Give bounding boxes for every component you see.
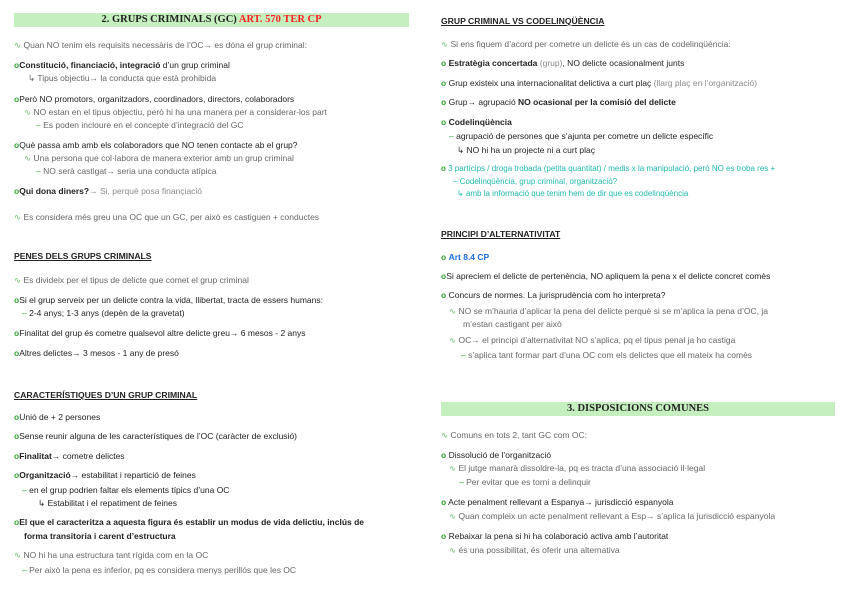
list-subitem: ∿ NO hi ha una estructura tant rígida com en la OC (14, 550, 209, 560)
item-text: Però NO promotors, organitzadors, coordinadors, directors, colaboradors (19, 94, 295, 104)
subitem-text: NO estan en el tipus objectiu, però hi ha una manera per a considerar-los part (33, 107, 327, 117)
subitem-text: s’aplica tant formar part d’una OC com els delictes que ell mateix ha comès (468, 350, 753, 360)
intro-text: Comuns en tots 2, tant GC com OC: (450, 430, 588, 440)
list-subitem: – Per això la pena es inferior, pq es considera menys perillós que les OC (22, 565, 297, 575)
item-text: Què passa amb amb els colaboradors que NO tenen contacte ab el grup? (19, 140, 298, 150)
item-text: d’un grup criminal (160, 60, 230, 70)
subitem-text: NO hi ha una estructura tant rígida com en la OC (23, 550, 209, 560)
note-line: ∿ Es considera més greu una OC que un GC, per això es castiguen + conductes (14, 212, 320, 222)
subitem-text-continued: m’estan castigant per això (463, 319, 562, 329)
list-item: oFinalitat del grup és cometre qualsevol altre delicte greu→ 6 mesos - 2 anys (14, 328, 306, 338)
list-subitem: – en el grup podrien faltar els elements típics d’una OC (22, 485, 230, 495)
heading-codelinquencia: GRUP CRIMINAL VS CODELINQÜÈNCIA (441, 16, 605, 26)
list-subitem: ↳ Estabilitat i el repatiment de feines (38, 498, 177, 508)
item-text: Si apreciem el delicte de pertenència, NO apliquem la pena x el delicte concret comès (446, 271, 771, 281)
subitem-text: 2-4 anys; 1-3 anys (depèn de la gravetat) (29, 308, 185, 318)
section-title-article: ART. 570 TER CP (238, 14, 322, 25)
list-item: oFinalitat→ cometre delictes (14, 451, 125, 461)
list-item: oAltres delictes→ 3 mesos - 1 any de presó (14, 348, 179, 358)
item-bold: Codelinqüència (448, 117, 512, 127)
list-item: oPerò NO promotors, organitzadors, coordinadors, directors, colaboradors (14, 94, 295, 104)
item-bold: Finalitat (19, 451, 52, 461)
intro-line: ∿ Quan NO tenim els requisits necessàris de l’OC→ es dóna el grup criminal: (14, 40, 307, 50)
list-item: oOrganització→ estabilitat i repartició de feines (14, 470, 196, 480)
case-text: 3 partícips / droga trobada (petita quantitat) / medis x la manipulació, però NO es troba res + (448, 164, 776, 173)
list-item: oSense reunir alguna de les característiques de l’OC (caràcter de exclusió) (14, 431, 298, 441)
list-item: oUnió de + 2 persones (14, 412, 101, 422)
list-item: o Rebaixar la pena si hi ha colaboració activa amb l’autoritat (441, 531, 669, 541)
list-subitem: – s’aplica tant formar part d’una OC com els delictes que ell mateix ha comès (461, 350, 753, 360)
subitem-text: Tipus objectiu→ la conducta que està prohibida (37, 73, 217, 83)
case-answer: ↳ amb la informació que tenim hem de dir que es codelinqüència (457, 189, 689, 198)
list-item: oQuè passa amb amb els colaboradors que NO tenen contacte ab el grup? (14, 140, 298, 150)
subitem-text: Una persona que col·labora de manera exterior amb un grup criminal (33, 153, 294, 163)
intro-text: Es divideix per el tipus de delicte que comet el grup criminal (23, 275, 249, 285)
list-subitem: ∿ OC→ el principi d’alternativitat NO s’aplica, pq el tipus penal ja ho castiga (449, 335, 736, 345)
list-item: oQui dona diners?→ Si, perquè posa finançiació (14, 186, 203, 196)
item-text: El que el caracteritza a aquesta figura és establir un modus de vida delictiu, inclús de (19, 517, 365, 527)
item-text: Acte penalment rellevant a Espanya→ jurisdicció espanyola (448, 497, 674, 507)
case-answer-text: amb la informació que tenim hem de dir que es codelinqüència (465, 189, 689, 198)
subitem-text: en el grup podrien faltar els elements típics d’una OC (29, 485, 230, 495)
item-text: Unió de + 2 persones (19, 412, 101, 422)
list-item: oSi el grup serveix per un delicte contra la vida, llibertat, tracta de essers humans: (14, 295, 323, 305)
list-subitem: – Es poden incloure en el concepte d’integració del GC (36, 120, 244, 130)
list-item: o Codelinqüència (441, 117, 512, 127)
list-item: o Concurs de normes. La jurisprudència com ho interpreta? (441, 290, 666, 300)
intro-text: Quan NO tenim els requisits necessàris de l’OC→ es dóna el grup criminal: (23, 40, 307, 50)
item-text-continued: forma transitoria i carent d’estructura (24, 531, 176, 541)
subitem-text: Per evitar que es torni a delinquir (466, 477, 591, 487)
heading-caracteristiques: CARACTERÍSTIQUES D’UN GRUP CRIMINAL (14, 390, 198, 400)
item-note: (grup) (537, 58, 563, 68)
subitem-text: NO hi ha un projecte ni a curt plaç (466, 145, 596, 155)
item-bold: Estratègia concertada (448, 58, 538, 68)
list-item: o Estratègia concertada (grup), NO delicte ocasionalment junts (441, 58, 685, 68)
subitem-text: Es poden incloure en el concepte d’integració del GC (43, 120, 244, 130)
list-subitem: – NO serà castigat→ seria una conducta atípica (36, 166, 217, 176)
heading-penes: PENES DELS GRUPS CRIMINALS (14, 251, 152, 261)
item-text: Dissolució de l’organització (448, 450, 552, 460)
list-subitem: – Per evitar que es torni a delinquir (459, 477, 591, 487)
subitem-text: és una possibilitat, és oferir una alternativa (458, 545, 620, 555)
list-subitem: – 2-4 anys; 1-3 anys (depèn de la gravetat) (22, 308, 185, 318)
list-item: o Acte penalment rellevant a Espanya→ jurisdicció espanyola (441, 497, 674, 507)
item-text: Rebaixar la pena si hi ha colaboració activa amb l’autoritat (448, 531, 669, 541)
list-subitem: ∿ Quan compleix un acte penalment rellevant a Esp→ s’aplica la jurisdicció espanyola (449, 511, 776, 521)
subitem-text: Per això la pena es inferior, pq es considera menys perillós que les OC (29, 565, 297, 575)
list-item: oConstitució, financiació, integració d’un grup criminal (14, 60, 230, 70)
section-band-grups-criminals (14, 13, 409, 27)
list-subitem: – agrupació de persones que s’ajunta per cometre un delicte específic (449, 131, 714, 141)
item-text: Concurs de normes. La jurisprudència com ho interpreta? (448, 290, 666, 300)
list-item: o Dissolució de l’organització (441, 450, 552, 460)
case-note: o 3 partícips / droga trobada (petita quantitat) / medis x la manipulació, però NO es troba res + (441, 164, 776, 173)
item-text: → estabilitat i repartició de feines (70, 470, 196, 480)
article-link[interactable]: Art 8.4 CP (448, 252, 490, 262)
item-bold: Organització (19, 470, 71, 480)
list-item: o Grup→ agrupació NO ocasional per la comisió del delicte (441, 97, 676, 107)
heading-alternativitat: PRINCIPI D’ALTERNATIVITAT (441, 229, 561, 239)
section-title-text: 2. GRUPS CRIMINALS (GC) (101, 14, 237, 25)
list-subitem: ↳ Tipus objectiu→ la conducta que està prohibida (28, 73, 217, 83)
item-text: Grup→ agrupació (448, 97, 519, 107)
subitem-text: OC→ el principi d’alternativitat NO s’aplica, pq el tipus penal ja ho castiga (458, 335, 736, 345)
list-subitem: ↳ NO hi ha un projecte ni a curt plaç (457, 145, 596, 155)
subitem-text: El jutge manarà dissoldre-la, pq es tracta d’una associació il·legal (458, 463, 706, 473)
item-text: Si el grup serveix per un delicte contra la vida, llibertat, tracta de essers humans: (19, 295, 323, 305)
item-bold: Constitució, financiació, integració (19, 60, 161, 70)
list-item: oSi apreciem el delicte de pertenència, NO apliquem la pena x el delicte concret comès (441, 271, 771, 281)
list-item: o Art 8.4 CP (441, 252, 490, 262)
list-item: o Grup existeix una internacionalitat delictiva a curt plaç (llarg plaç en l’organització) (441, 78, 758, 88)
item-text: Finalitat del grup és cometre qualsevol altre delicte greu→ 6 mesos - 2 anys (19, 328, 306, 338)
subitem-text: Quan compleix un acte penalment rellevant a Esp→ s’aplica la jurisdicció espanyola (458, 511, 776, 521)
item-text: → Si, perquè posa finançiació (89, 186, 203, 196)
list-subitem: ∿ NO se m’hauria d’aplicar la pena del delicte perquè si se m’aplica la pena d’OC, ja (449, 306, 768, 316)
subitem-text: NO se m’hauria d’aplicar la pena del delicte perquè si se m’aplica la pena d’OC, ja (458, 306, 768, 316)
intro-text: Si ens fiquem d’acord per cometre un delicte és un cas de codelinqüència: (450, 39, 731, 49)
section-title: 3. DISPOSICIONS COMUNES (566, 403, 710, 414)
item-text: Sense reunir alguna de les característiques de l’OC (caràcter de exclusió) (19, 431, 298, 441)
intro-line: ∿ Es divideix per el tipus de delicte que comet el grup criminal (14, 275, 249, 285)
note-text: Es considera més greu una OC que un GC, per això es castiguen + conductes (23, 212, 320, 222)
case-question: – Codelinqüència, grup criminal, organització? (453, 177, 618, 186)
item-text: → cometre delictes (51, 451, 125, 461)
item-text: Altres delictes→ 3 mesos - 1 any de presó (19, 348, 179, 358)
subitem-text: agrupació de persones que s’ajunta per cometre un delicte específic (456, 131, 714, 141)
list-subitem: ∿ NO estan en el tipus objectiu, però hi ha una manera per a considerar-los part (24, 107, 327, 117)
list-subitem: ∿ Una persona que col·labora de manera exterior amb un grup criminal (24, 153, 294, 163)
intro-line: ∿ Si ens fiquem d’acord per cometre un delicte és un cas de codelinqüència: (441, 39, 731, 49)
section-title (14, 13, 409, 27)
list-subitem: ∿ El jutge manarà dissoldre-la, pq es tracta d’una associació il·legal (449, 463, 706, 473)
list-item: oEl que el caracteritza a aquesta figura és establir un modus de vida delictiu, inclús de (14, 517, 365, 527)
item-bold: Qui dona diners? (19, 186, 90, 196)
section-band-disposicions (441, 402, 835, 416)
item-text: , NO delicte ocasionalment junts (562, 58, 685, 68)
item-note: (llarg plaç en l’organització) (651, 78, 758, 88)
intro-line: ∿ Comuns en tots 2, tant GC com OC: (441, 430, 588, 440)
item-text: Grup existeix una internacionalitat delictiva a curt plaç (448, 78, 652, 88)
subitem-text: NO serà castigat→ seria una conducta atípica (43, 166, 217, 176)
subitem-text: Estabilitat i el repatiment de feines (47, 498, 177, 508)
item-bold: NO ocasional per la comisió del delicte (518, 97, 676, 107)
list-subitem: ∿ és una possibilitat, és oferir una alternativa (449, 545, 620, 555)
